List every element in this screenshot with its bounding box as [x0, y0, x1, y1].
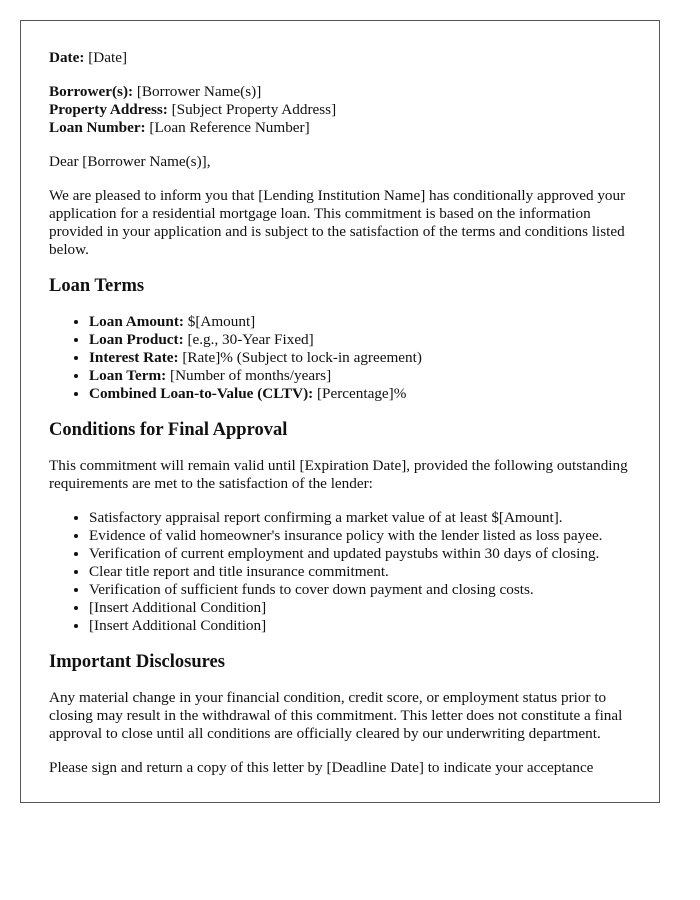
borrower-info: [49, 83, 631, 137]
property-address-label: Property Address:: [49, 101, 168, 118]
loan-terms-heading: Loan Terms: [49, 276, 145, 296]
borrower-value: [Borrower Name(s)]: [133, 83, 262, 100]
condition-item: • Verification of current employment and updated paystubs within 30 days of closing.: [89, 545, 631, 563]
loan-term-value: [Number of months/years]: [166, 367, 332, 384]
letter-content: [21, 21, 659, 777]
cltv-value: [Percentage]%: [313, 385, 407, 402]
salutation: Dear [Borrower Name(s)],: [49, 153, 211, 170]
condition-item: • Evidence of valid homeowner's insurance policy with the lender listed as loss payee.: [89, 527, 631, 545]
conditions-intro: This commitment will remain valid until [Expiration Date], provided the following outstanding requirements are met to the satisfaction of the lender:: [49, 457, 628, 492]
loan-number-line: [49, 119, 631, 137]
loan-amount-item: [89, 313, 631, 331]
loan-number-value: [Loan Reference Number]: [145, 119, 310, 136]
loan-amount-label: Loan Amount:: [89, 313, 184, 330]
condition-item: • [Insert Additional Condition]: [89, 617, 631, 635]
disclosures-heading: Important Disclosures: [49, 652, 225, 672]
date-value: [Date]: [84, 49, 128, 66]
condition-item: • [Insert Additional Condition]: [89, 599, 631, 617]
loan-term-label: Loan Term:: [89, 367, 167, 384]
loan-product-value: [e.g., 30-Year Fixed]: [183, 331, 314, 348]
disclosures-paragraph: Any material change in your financial condition, credit score, or employment status prior to closing may result in the withdrawal of this commitment. This letter does not constitute a final approval to close until all conditions are officially cleared by our underwriting department.: [49, 689, 623, 742]
condition-item: • Verification of sufficient funds to cover down payment and closing costs.: [89, 581, 631, 599]
loan-number-label: Loan Number:: [49, 119, 146, 136]
loan-terms-list: [49, 313, 631, 403]
loan-amount-value: $[Amount]: [183, 313, 256, 330]
loan-product-item: [89, 331, 631, 349]
letter-page: [20, 20, 660, 803]
property-address-value: [Subject Property Address]: [167, 101, 337, 118]
borrower-line: [49, 83, 631, 101]
cltv-item: [89, 385, 631, 403]
loan-term-item: [89, 367, 631, 385]
interest-rate-value: [Rate]% (Subject to lock-in agreement): [178, 349, 422, 366]
interest-rate-item: [89, 349, 631, 367]
conditions-heading: Conditions for Final Approval: [49, 420, 288, 440]
borrower-label: Borrower(s):: [49, 83, 134, 100]
date-line: [49, 49, 631, 67]
interest-rate-label: Interest Rate:: [89, 349, 179, 366]
date-label: Date:: [49, 49, 85, 66]
property-address-line: [49, 101, 631, 119]
condition-item: • Clear title report and title insurance commitment.: [89, 563, 631, 581]
conditions-list: [49, 509, 631, 635]
cltv-label: Combined Loan-to-Value (CLTV):: [89, 385, 314, 402]
acceptance-paragraph: Please sign and return a copy of this letter by [Deadline Date] to indicate your acceptance: [49, 759, 594, 776]
loan-product-label: Loan Product:: [89, 331, 184, 348]
condition-item: • Satisfactory appraisal report confirming a market value of at least $[Amount].: [89, 509, 631, 527]
intro-paragraph: We are pleased to inform you that [Lending Institution Name] has conditionally approved your application for a residential mortgage loan. This commitment is based on the information provided in your application and is subject to the satisfaction of the terms and conditions listed below.: [49, 187, 626, 258]
